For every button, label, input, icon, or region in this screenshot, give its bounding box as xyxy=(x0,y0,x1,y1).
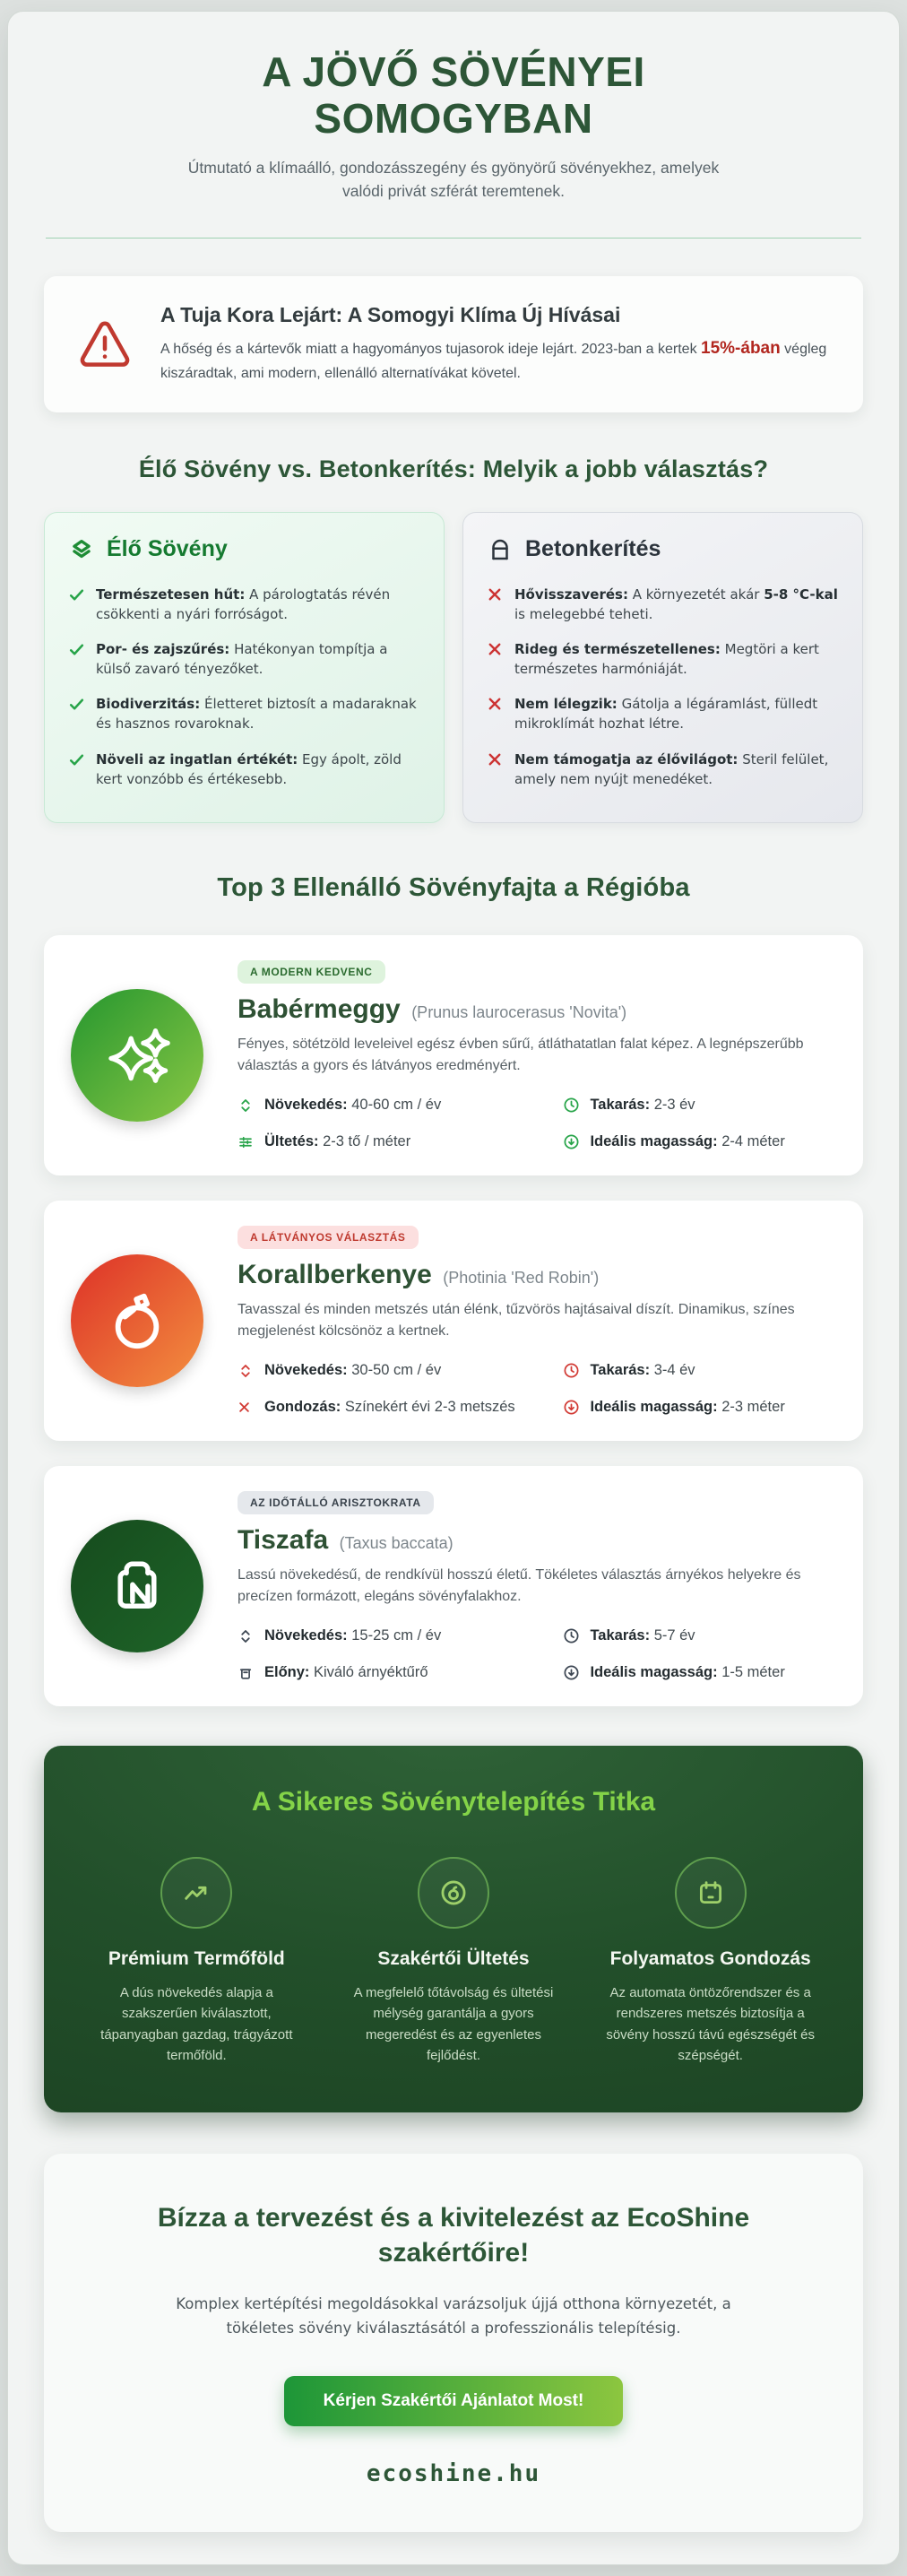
plant-stats xyxy=(238,1097,827,1150)
living-hedge-header xyxy=(68,536,420,563)
plant-latin-name: (Prunus laurocerasus 'Novita') xyxy=(411,1003,627,1022)
plant-name: Babérmeggy xyxy=(238,994,401,1025)
stat-value: Kiváló árnyéktűrő xyxy=(314,1664,428,1681)
stat-label: Gondozás: xyxy=(264,1399,341,1416)
header-divider xyxy=(46,238,861,239)
page-subtitle: Útmutató a klímaálló, gondozásszegény és gyönyörű sövényekhez, amelyek valódi privát szférát teremtenek. xyxy=(187,159,720,201)
concrete-fence-card xyxy=(462,512,863,824)
pro-item xyxy=(68,694,420,733)
plant-badge: AZ IDŐTÁLLÓ ARISZTOKRATA xyxy=(238,1491,434,1514)
secret-text: Az automata öntözőrendszer és a rendszeres metszés biztosítja a sövény hosszú távú egészségét és szépségét. xyxy=(606,1985,815,2063)
concrete-post-icon xyxy=(487,536,514,563)
con-item-text: Megtöri a kert természetes harmóniáját. xyxy=(514,640,819,678)
pro-item-text: Életteret biztosít a madaraknak és hasznos rovaroknak. xyxy=(96,696,417,733)
pro-item-text: Egy ápolt, zöld kert vonzóbb és értékesebb. xyxy=(96,750,402,787)
stat-value: 2-4 méter xyxy=(721,1133,785,1150)
alert-highlight: 15%-ában xyxy=(701,338,781,358)
alert-title: A Tuja Kora Lejárt: A Somogyi Klíma Új Hívásai xyxy=(160,302,621,326)
stat-cover xyxy=(563,1362,827,1379)
stat-cover xyxy=(563,1097,827,1114)
pro-item-label: Biodiverzitás: xyxy=(96,696,201,713)
bin-icon xyxy=(238,1665,255,1681)
chevrons-up-down-icon xyxy=(238,1628,255,1644)
stat-value: 1-5 méter xyxy=(721,1664,785,1681)
con-item-text: Gátolja a légáramlást, fülledt mikroklímát hozhat létre. xyxy=(514,696,818,733)
stat-height xyxy=(563,1133,827,1150)
concrete-fence-title: Betonkerítés xyxy=(525,536,661,562)
clock-icon xyxy=(563,1362,581,1379)
check-icon xyxy=(68,694,86,733)
plant-content xyxy=(238,1226,827,1416)
stat-cover xyxy=(563,1627,827,1644)
page-title xyxy=(44,49,863,142)
chevrons-up-down-icon xyxy=(238,1097,255,1114)
con-item-label: Hővisszaverés: xyxy=(514,585,628,603)
chevrons-up-down-icon xyxy=(238,1363,255,1379)
plant-card-tiszafa xyxy=(44,1466,863,1706)
con-item-strong: 5-8 °C-kal xyxy=(764,585,838,603)
plant-stats xyxy=(238,1627,827,1681)
stat-value: 2-3 év xyxy=(653,1097,695,1114)
stat-value: 2-3 tő / méter xyxy=(323,1133,411,1150)
trending-up-icon xyxy=(160,1857,232,1929)
page-title-line2: SOMOGYBAN xyxy=(314,94,593,142)
seed-circle-icon xyxy=(418,1857,489,1929)
plant-name: Tiszafa xyxy=(238,1525,329,1556)
arrow-down-circle-icon xyxy=(563,1399,581,1416)
plant-content xyxy=(238,960,827,1150)
stat-value: 30-50 cm / év xyxy=(351,1362,442,1379)
layers-diamond-icon xyxy=(68,536,95,563)
cta-card xyxy=(44,2154,863,2532)
stat-planting xyxy=(238,1133,554,1150)
stat-label: Ideális magasság: xyxy=(590,1664,718,1681)
x-icon xyxy=(487,694,505,733)
stat-value: 2-3 méter xyxy=(721,1399,785,1416)
planting-secrets-section xyxy=(44,1746,863,2112)
stat-label: Ideális magasság: xyxy=(590,1133,718,1150)
plant-content xyxy=(238,1491,827,1681)
stat-height xyxy=(563,1399,827,1416)
request-quote-button[interactable]: Kérjen Szakértői Ajánlatot Most! xyxy=(284,2376,624,2426)
stat-label: Takarás: xyxy=(590,1362,651,1379)
con-item-text: is melegebbé teheti. xyxy=(514,605,653,622)
plant-latin-name: (Taxus baccata) xyxy=(339,1534,454,1553)
stat-height xyxy=(563,1664,827,1681)
site-url: ecoshine.hu xyxy=(366,2460,541,2488)
con-item-label: Nem támogatja az élővilágot: xyxy=(514,750,739,768)
plants-heading: Top 3 Ellenálló Sövényfajta a Régióba xyxy=(217,873,690,903)
secret-care xyxy=(600,1857,820,2066)
arrow-down-circle-icon xyxy=(563,1664,581,1681)
sparkles-icon xyxy=(71,989,203,1122)
con-item-text: A környezetét akár xyxy=(632,585,760,603)
stat-label: Takarás: xyxy=(590,1627,651,1644)
stat-label: Takarás: xyxy=(590,1097,651,1114)
calendar-icon xyxy=(675,1857,747,1929)
fruit-icon xyxy=(71,1254,203,1387)
x-icon xyxy=(487,750,505,789)
plant-description: Lassú növekedésű, de rendkívül hosszú életű. Tökéletes választás árnyékos helyekre és precízen formázott, elegáns sövényfalakhoz. xyxy=(238,1567,801,1605)
stat-label: Növekedés: xyxy=(264,1362,348,1379)
concrete-fence-header xyxy=(487,536,839,563)
con-item xyxy=(487,585,839,624)
x-icon xyxy=(487,585,505,624)
secrets-grid xyxy=(87,1857,820,2066)
con-item xyxy=(487,639,839,679)
stat-label: Növekedés: xyxy=(264,1627,348,1644)
stat-value: 5-7 év xyxy=(653,1627,695,1644)
secrets-heading: A Sikeres Sövénytelepítés Titka xyxy=(251,1787,656,1817)
con-item xyxy=(487,694,839,733)
stat-growth xyxy=(238,1097,554,1114)
climate-alert-card xyxy=(44,276,863,412)
con-item-label: Nem lélegzik: xyxy=(514,696,618,713)
pro-item xyxy=(68,750,420,789)
clock-icon xyxy=(563,1097,581,1114)
stat-label: Ültetés: xyxy=(264,1133,319,1150)
x-icon xyxy=(238,1401,255,1414)
pro-item-label: Természetesen hűt: xyxy=(96,585,246,603)
secret-soil xyxy=(87,1857,307,2066)
stat-value: Színekért évi 2-3 metszés xyxy=(344,1399,515,1416)
stat-growth xyxy=(238,1627,554,1644)
cta-body: Komplex kertépítési megoldásokkal varázsoljuk újjá otthona környezetét, a tökéletes sövény kiválasztásától a professzionális telepítésig. xyxy=(176,2295,731,2337)
plant-name: Korallberkenye xyxy=(238,1260,432,1290)
pro-item-text: Hatékonyan tompítja a külső zavaró tényezőket. xyxy=(96,640,388,678)
alert-content xyxy=(160,303,831,386)
secret-text: A megfelelő tőtávolság és ültetési mélység garantálja a gyors megeredést és az egyenletes fejlődést. xyxy=(353,1985,554,2063)
check-icon xyxy=(68,639,86,679)
pro-item-label: Por- és zajszűrés: xyxy=(96,640,230,657)
alert-body-post: végleg kiszáradtak, ami modern, ellenálló alternatívákat követel. xyxy=(160,341,827,381)
living-hedge-card xyxy=(44,512,445,824)
clock-icon xyxy=(563,1627,581,1644)
stat-growth xyxy=(238,1362,554,1379)
comparison-heading: Élő Sövény vs. Betonkerítés: Melyik a jobb választás? xyxy=(138,455,769,482)
pro-item-label: Növeli az ingatlan értékét: xyxy=(96,750,298,768)
plant-card-babermeggy xyxy=(44,935,863,1175)
secret-title: Szakértői Ültetés xyxy=(377,1948,530,1970)
stat-value: 15-25 cm / év xyxy=(351,1627,442,1644)
plant-badge: A LÁTVÁNYOS VÁLASZTÁS xyxy=(238,1226,419,1249)
stat-benefit xyxy=(238,1664,554,1681)
plant-stats xyxy=(238,1362,827,1416)
stat-care xyxy=(238,1399,554,1416)
pro-item xyxy=(68,639,420,679)
stat-label: Növekedés: xyxy=(264,1097,348,1114)
warning-triangle-icon xyxy=(76,316,134,373)
infographic-page xyxy=(7,11,900,2565)
con-item xyxy=(487,750,839,789)
secret-planting xyxy=(344,1857,564,2066)
con-item-text: Steril felület, amely nem nyújt menedéket. xyxy=(514,750,829,787)
check-icon xyxy=(68,750,86,789)
con-item-label: Rideg és természetellenes: xyxy=(514,640,721,657)
plant-latin-name: (Photinia 'Red Robin') xyxy=(443,1269,600,1288)
stat-value: 3-4 év xyxy=(653,1362,695,1379)
living-hedge-title: Élő Sövény xyxy=(107,536,228,562)
alert-body-pre: A hőség és a kártevők miatt a hagyományos tujasorok ideje lejárt. 2023-ban a kertek xyxy=(160,341,697,357)
arrow-down-circle-icon xyxy=(563,1133,581,1150)
secret-title: Prémium Termőföld xyxy=(108,1948,285,1970)
sliders-icon xyxy=(238,1134,255,1150)
bag-icon xyxy=(71,1520,203,1652)
check-icon xyxy=(68,585,86,624)
alert-body xyxy=(160,335,831,386)
secret-text: A dús növekedés alapja a szakszerűen kiválasztott, tápanyagban gazdag, trágyázott termőföld. xyxy=(100,1985,293,2063)
plant-description: Tavasszal és minden metszés után élénk, tűzvörös hajtásaival díszít. Dinamikus, színes megjelenést kölcsönöz a kertnek. xyxy=(238,1302,795,1340)
stat-value: 40-60 cm / év xyxy=(351,1097,442,1114)
page-title-line1: A JÖVŐ SÖVÉNYEI xyxy=(262,48,645,95)
comparison-grid xyxy=(44,512,863,824)
stat-label: Előny: xyxy=(264,1664,310,1681)
cta-heading: Bízza a tervezést és a kivitelezést az EcoShine szakértőire! xyxy=(157,2203,750,2268)
stat-label: Ideális magasság: xyxy=(590,1399,718,1416)
plant-badge: A MODERN KEDVENC xyxy=(238,960,385,984)
x-icon xyxy=(487,639,505,679)
plant-card-korallberkenye xyxy=(44,1201,863,1441)
plant-description: Fényes, sötétzöld leveleivel egész évben sűrű, átláthatatlan falat képez. A legnépszerűbb választás a gyors és látványos eredményért. xyxy=(238,1036,804,1074)
secret-title: Folyamatos Gondozás xyxy=(609,1948,811,1970)
pro-item-text: A párologtatás révén csökkenti a nyári forróságot. xyxy=(96,585,391,622)
pro-item xyxy=(68,585,420,624)
